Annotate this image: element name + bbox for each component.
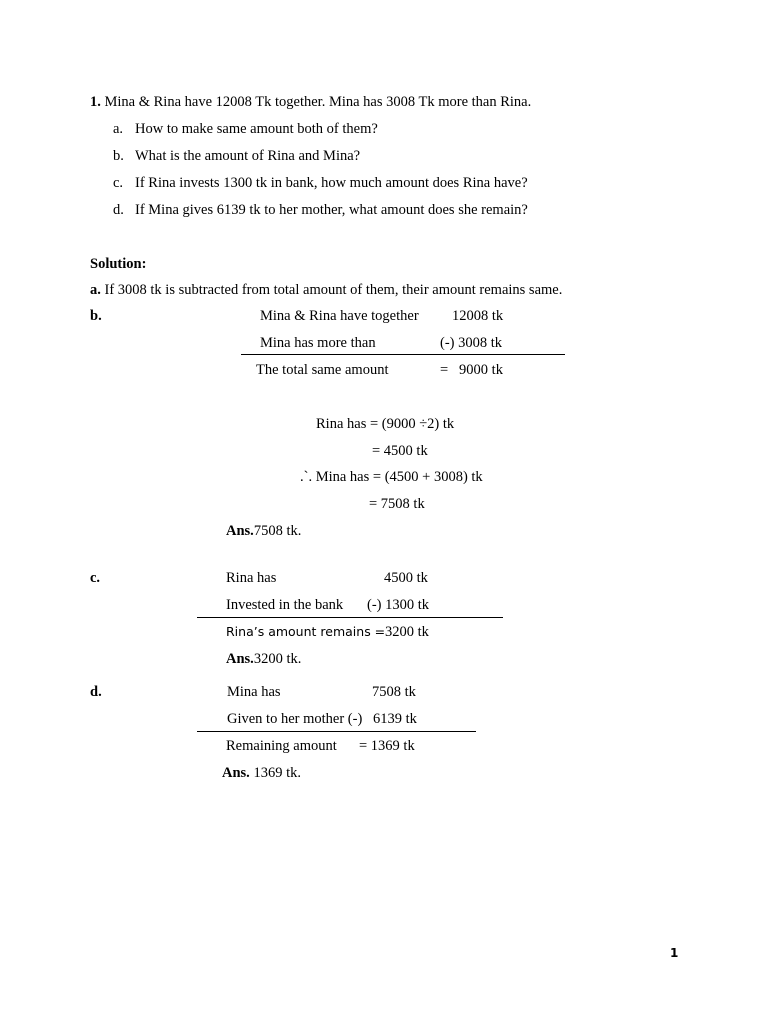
b-calc-1: Rina has = (9000 ÷2) tk xyxy=(316,416,455,432)
b-subtraction-rule xyxy=(241,354,565,355)
page-number: 1 xyxy=(670,946,679,960)
solution-a-line xyxy=(90,281,562,299)
d-row1-label: Mina has xyxy=(227,684,281,700)
part-d-label: d. xyxy=(113,202,124,218)
b-calc-4: = 7508 tk xyxy=(369,496,425,512)
part-a-text: How to make same amount both of them? xyxy=(135,121,378,137)
b-row3-value: = 9000 tk xyxy=(440,362,503,378)
c-row3-value: 3200 tk xyxy=(385,624,429,640)
solution-a-text: If 3008 tk is subtracted from total amount of them, their amount remains same. xyxy=(104,282,563,298)
d-row3-value: = 1369 tk xyxy=(359,738,415,754)
c-row1-value: 4500 tk xyxy=(384,570,428,586)
b-answer-label: Ans. xyxy=(226,523,254,539)
c-row3-label: Rina’s amount remains = xyxy=(226,624,386,639)
solution-b-label: b. xyxy=(90,308,102,324)
b-row2-value: (-) 3008 tk xyxy=(440,335,503,351)
d-answer-label: Ans. xyxy=(222,765,250,781)
c-subtraction-rule xyxy=(197,617,503,618)
question-number: 1. xyxy=(90,94,101,110)
solution-a-label: a. xyxy=(90,282,101,298)
d-row1-value: 7508 tk xyxy=(372,684,416,700)
d-subtraction-rule xyxy=(197,731,476,732)
c-row1-label: Rina has xyxy=(226,570,277,586)
question-text: Mina & Rina have 12008 Tk together. Mina has 3008 Tk more than Rina. xyxy=(104,94,532,110)
b-calc-2: = 4500 tk xyxy=(372,443,428,459)
b-row2-label: Mina has more than xyxy=(260,335,376,351)
b-answer xyxy=(226,522,301,540)
part-a-label: a. xyxy=(113,121,124,137)
d-row2-label: Given to her mother (-) xyxy=(227,711,363,727)
d-answer-value: 1369 tk. xyxy=(249,765,301,781)
solution-heading: Solution: xyxy=(90,256,147,272)
b-calc-3: .`. Mina has = (4500 + 3008) tk xyxy=(300,469,483,485)
solution-d-label: d. xyxy=(90,684,102,700)
d-row2-value: 6139 tk xyxy=(373,711,417,727)
part-b-label: b. xyxy=(113,148,124,164)
b-row3-label: The total same amount xyxy=(256,362,389,378)
c-answer-value: 3200 tk. xyxy=(253,651,302,667)
part-d-text: If Mina gives 6139 tk to her mother, what amount does she remain? xyxy=(135,202,528,218)
c-row2-label: Invested in the bank xyxy=(226,597,344,613)
c-answer xyxy=(226,650,301,668)
solution-c-label: c. xyxy=(90,570,101,586)
part-c-label: c. xyxy=(113,175,124,191)
part-b-text: What is the amount of Rina and Mina? xyxy=(135,148,361,164)
question-line xyxy=(90,93,531,111)
b-row1-value: 12008 tk xyxy=(452,308,504,324)
part-c-text: If Rina invests 1300 tk in bank, how much amount does Rina have? xyxy=(135,175,528,191)
c-answer-label: Ans. xyxy=(226,651,254,667)
c-row2-value: (-) 1300 tk xyxy=(367,597,430,613)
b-row1-label: Mina & Rina have together xyxy=(260,308,419,324)
b-answer-value: 7508 tk. xyxy=(253,523,302,539)
d-row3-label: Remaining amount xyxy=(226,738,337,754)
d-answer xyxy=(222,764,301,782)
